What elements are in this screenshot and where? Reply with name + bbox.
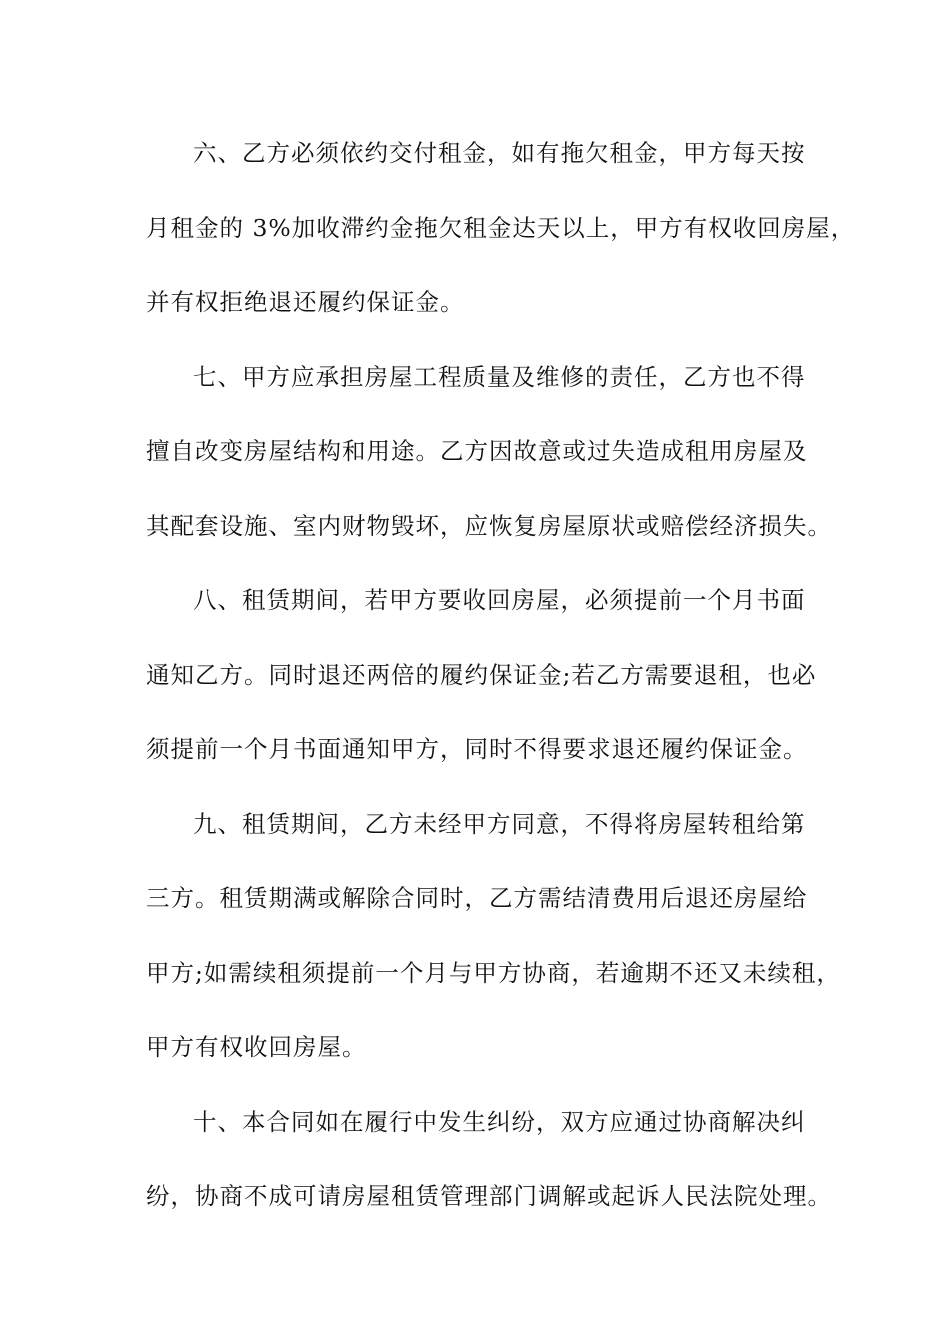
clause-9-line-4: 甲方有权收回房屋。 — [146, 1033, 367, 1061]
clause-9-line-2: 三方。租赁期满或解除合同时，乙方需结清费用后退还房屋给 — [146, 884, 808, 912]
contract-text — [146, 134, 856, 1252]
clause-6-line-2: 月租金的 3%加收滞约金拖欠租金达天以上，甲方有权收回房屋， — [146, 213, 856, 242]
clause-8-line-3: 须提前一个月书面通知甲方，同时不得要求退还履约保证金。 — [146, 735, 808, 763]
clause-9-line-3: 甲方;如需续租须提前一个月与甲方协商，若逾期不还又未续租， — [146, 958, 841, 987]
clause-10-line-2: 纷，协商不成可请房屋租赁管理部门调解或起诉人民法院处理。 — [146, 1182, 832, 1210]
clause-7-line-2: 擅自改变房屋结构和用途。乙方因故意或过失造成租用房屋及 — [146, 437, 808, 465]
clause-6-line-1: 六、乙方必须依约交付租金，如有拖欠租金，甲方每天按 — [193, 139, 806, 167]
clause-8-line-1: 八、租赁期间，若甲方要收回房屋，必须提前一个月书面 — [193, 586, 806, 614]
clause-6-line-3: 并有权拒绝退还履约保证金。 — [146, 288, 465, 316]
clause-7-line-3: 其配套设施、室内财物毁坏，应恢复房屋原状或赔偿经济损失。 — [146, 511, 832, 540]
clause-8-line-2: 通知乙方。同时退还两倍的履约保证金;若乙方需要退租，也必 — [146, 660, 817, 689]
clause-10-line-1: 十、本合同如在履行中发生纠纷，双方应通过协商解决纠 — [193, 1107, 806, 1136]
clause-9-line-1: 九、租赁期间，乙方未经甲方同意，不得将房屋转租给第 — [193, 809, 806, 838]
clause-7-line-1: 七、甲方应承担房屋工程质量及维修的责任，乙方也不得 — [193, 362, 806, 391]
